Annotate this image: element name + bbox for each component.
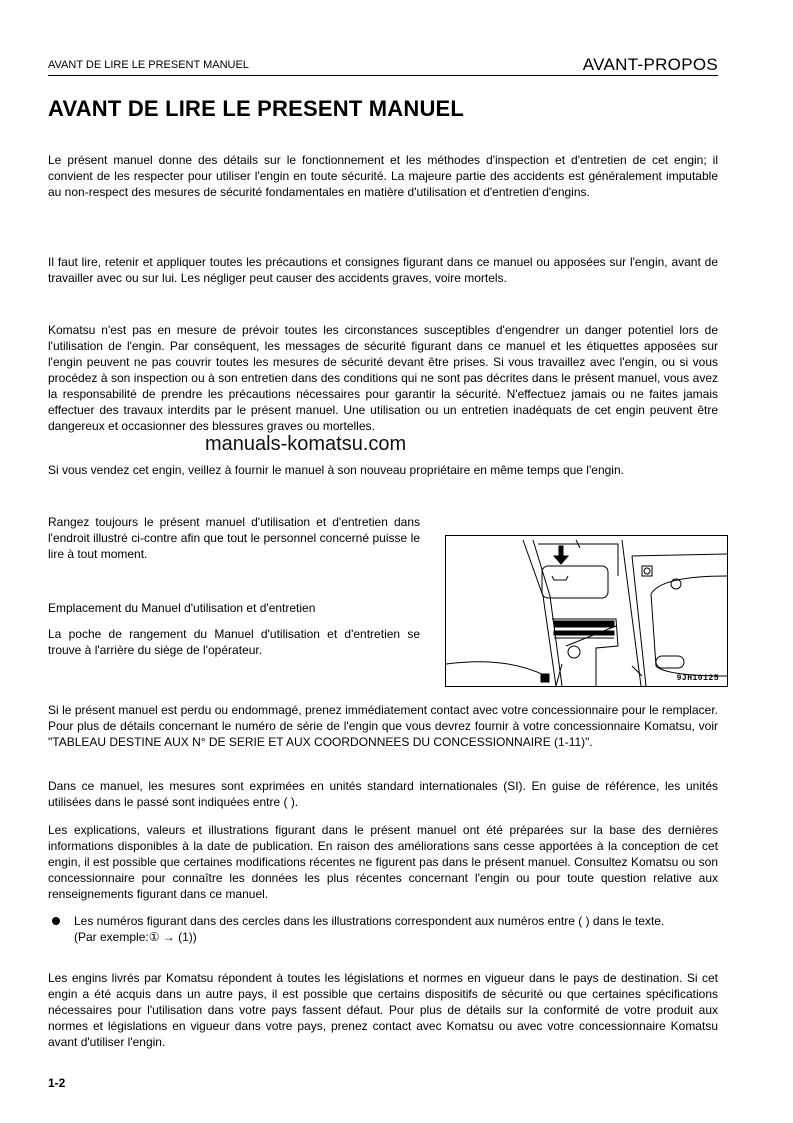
paragraph-lost-manual: Si le présent manuel est perdu ou endommagé, prenez immédiatement contact avec votre concessionnaire pour le remplacer. Pour plus de détails concernant le numéro de série de l'engin que vous devrez fournir à votre concessionnaire Komatsu, voir "TABLEAU DESTINE AUX N° DE SERIE ET AUX COORDONNEES DU CONCESSIONNAIRE (1-11)". — [48, 703, 718, 749]
watermark: manuals-komatsu.com — [205, 433, 407, 455]
paragraph-read-precautions: Il faut lire, retenir et appliquer toutes les précautions et consignes figurant dans ce manuel ou apposées sur l'engin, avant de travailler avec ou sur lui. Les négliger peut causer des accidents graves, voire mortels. — [48, 255, 718, 285]
paragraph-publication-info: Les explications, valeurs et illustrations figurant dans le présent manuel ont été préparées sur la base des dernières informations disponibles à la date de publication. En raison des améliorations sans cesse apportées à la conception de cet engin, il est possible que certaines modifications récentes ne figurent pas dans le présent manuel. Consultez Komatsu ou son concessionnaire pour connaître les données les plus récentes concernant l'engin ou pour toute question relative aux renseignements figurant dans ce manuel. — [48, 823, 718, 901]
storage-intro: Rangez toujours le présent manuel d'utilisation et d'entretien dans l'endroit illustré ci-contre afin que tout le personnel concerné puisse le lire à tout moment. — [48, 515, 420, 561]
paragraph-resale: Si vous vendez cet engin, veillez à fournir le manuel à son nouveau propriétaire en même temps que l'engin. — [48, 463, 624, 477]
paragraph-intro: Le présent manuel donne des détails sur le fonctionnement et les méthodes d'inspection et d'entretien de cet engin; il convient de les respecter pour utiliser l'engin en toute sécurité. La majeure partie des accidents est généralement imputable au non-respect des mesures de sécurité fondamentales en matière d'utilisation et d'entretien d'engins. — [48, 153, 718, 199]
paragraph-si-units: Dans ce manuel, les mesures sont exprimées en unités standard internationales (SI). En guise de référence, les unités utilisées dans le passé sont indiquées entre ( ). — [48, 779, 718, 809]
page-title: AVANT DE LIRE LE PRESENT MANUEL — [48, 96, 465, 121]
figure-id: 9JH10125 — [676, 674, 719, 683]
header-divider — [48, 75, 718, 76]
running-header-left: AVANT DE LIRE LE PRESENT MANUEL — [48, 59, 249, 71]
paragraph-regulations: Les engins livrés par Komatsu répondent à toutes les législations et normes en vigueur dans le pays de destination. Si cet engin a été acquis dans un autre pays, il est possible que certains dispositifs de sécurité ou que certaines spécifications nécessaires pour l'utilisation dans votre pays fassent défaut. Pour plus de détails sur la conformité de votre produit aux normes et législations en vigueur dans votre pays, prenez contact avec Komatsu ou avec votre concessionnaire Komatsu avant d'utiliser l'engin. — [48, 971, 718, 1049]
bullet-example: (Par exemple:① → (1)) — [74, 930, 197, 944]
storage-heading: Emplacement du Manuel d'utilisation et d'entretien — [48, 601, 316, 615]
manual-location-illustration — [445, 535, 728, 687]
bullet-icon — [52, 917, 60, 925]
page-number: 1-2 — [48, 1076, 66, 1090]
paragraph-komatsu-liability: Komatsu n'est pas en mesure de prévoir toutes les circonstances susceptibles d'engendrer un danger potentiel lors de l'utilisation de l'engin. Par conséquent, les messages de sécurité figurant dans ce manuel et les étiquettes apposées sur l'engin peuvent ne pas couvrir toutes les mesures de sécurité devant être prises. Si vous travaillez avec l'engin, ou si vous procédez à son inspection ou à son entretien dans des conditions qui ne sont pas décrites dans le présent manuel, vous avez la responsabilité de prendre les précautions nécessaires pour garantir la sécurité. N'effectuez jamais ou ne faites jamais effectuer des travaux interdits par le présent manuel. Une utilisation ou un entretien inadéquats de cet engin peuvent être dangereux et occasionner des blessures graves ou mortelles. — [48, 323, 718, 433]
running-header-section: AVANT-PROPOS — [582, 55, 718, 74]
bullet-text: Les numéros figurant dans des cercles dans les illustrations correspondent aux numéros entre ( ) dans le texte. — [74, 914, 665, 928]
storage-text: La poche de rangement du Manuel d'utilisation et d'entretien se trouve à l'arrière du siège de l'opérateur. — [48, 627, 420, 657]
